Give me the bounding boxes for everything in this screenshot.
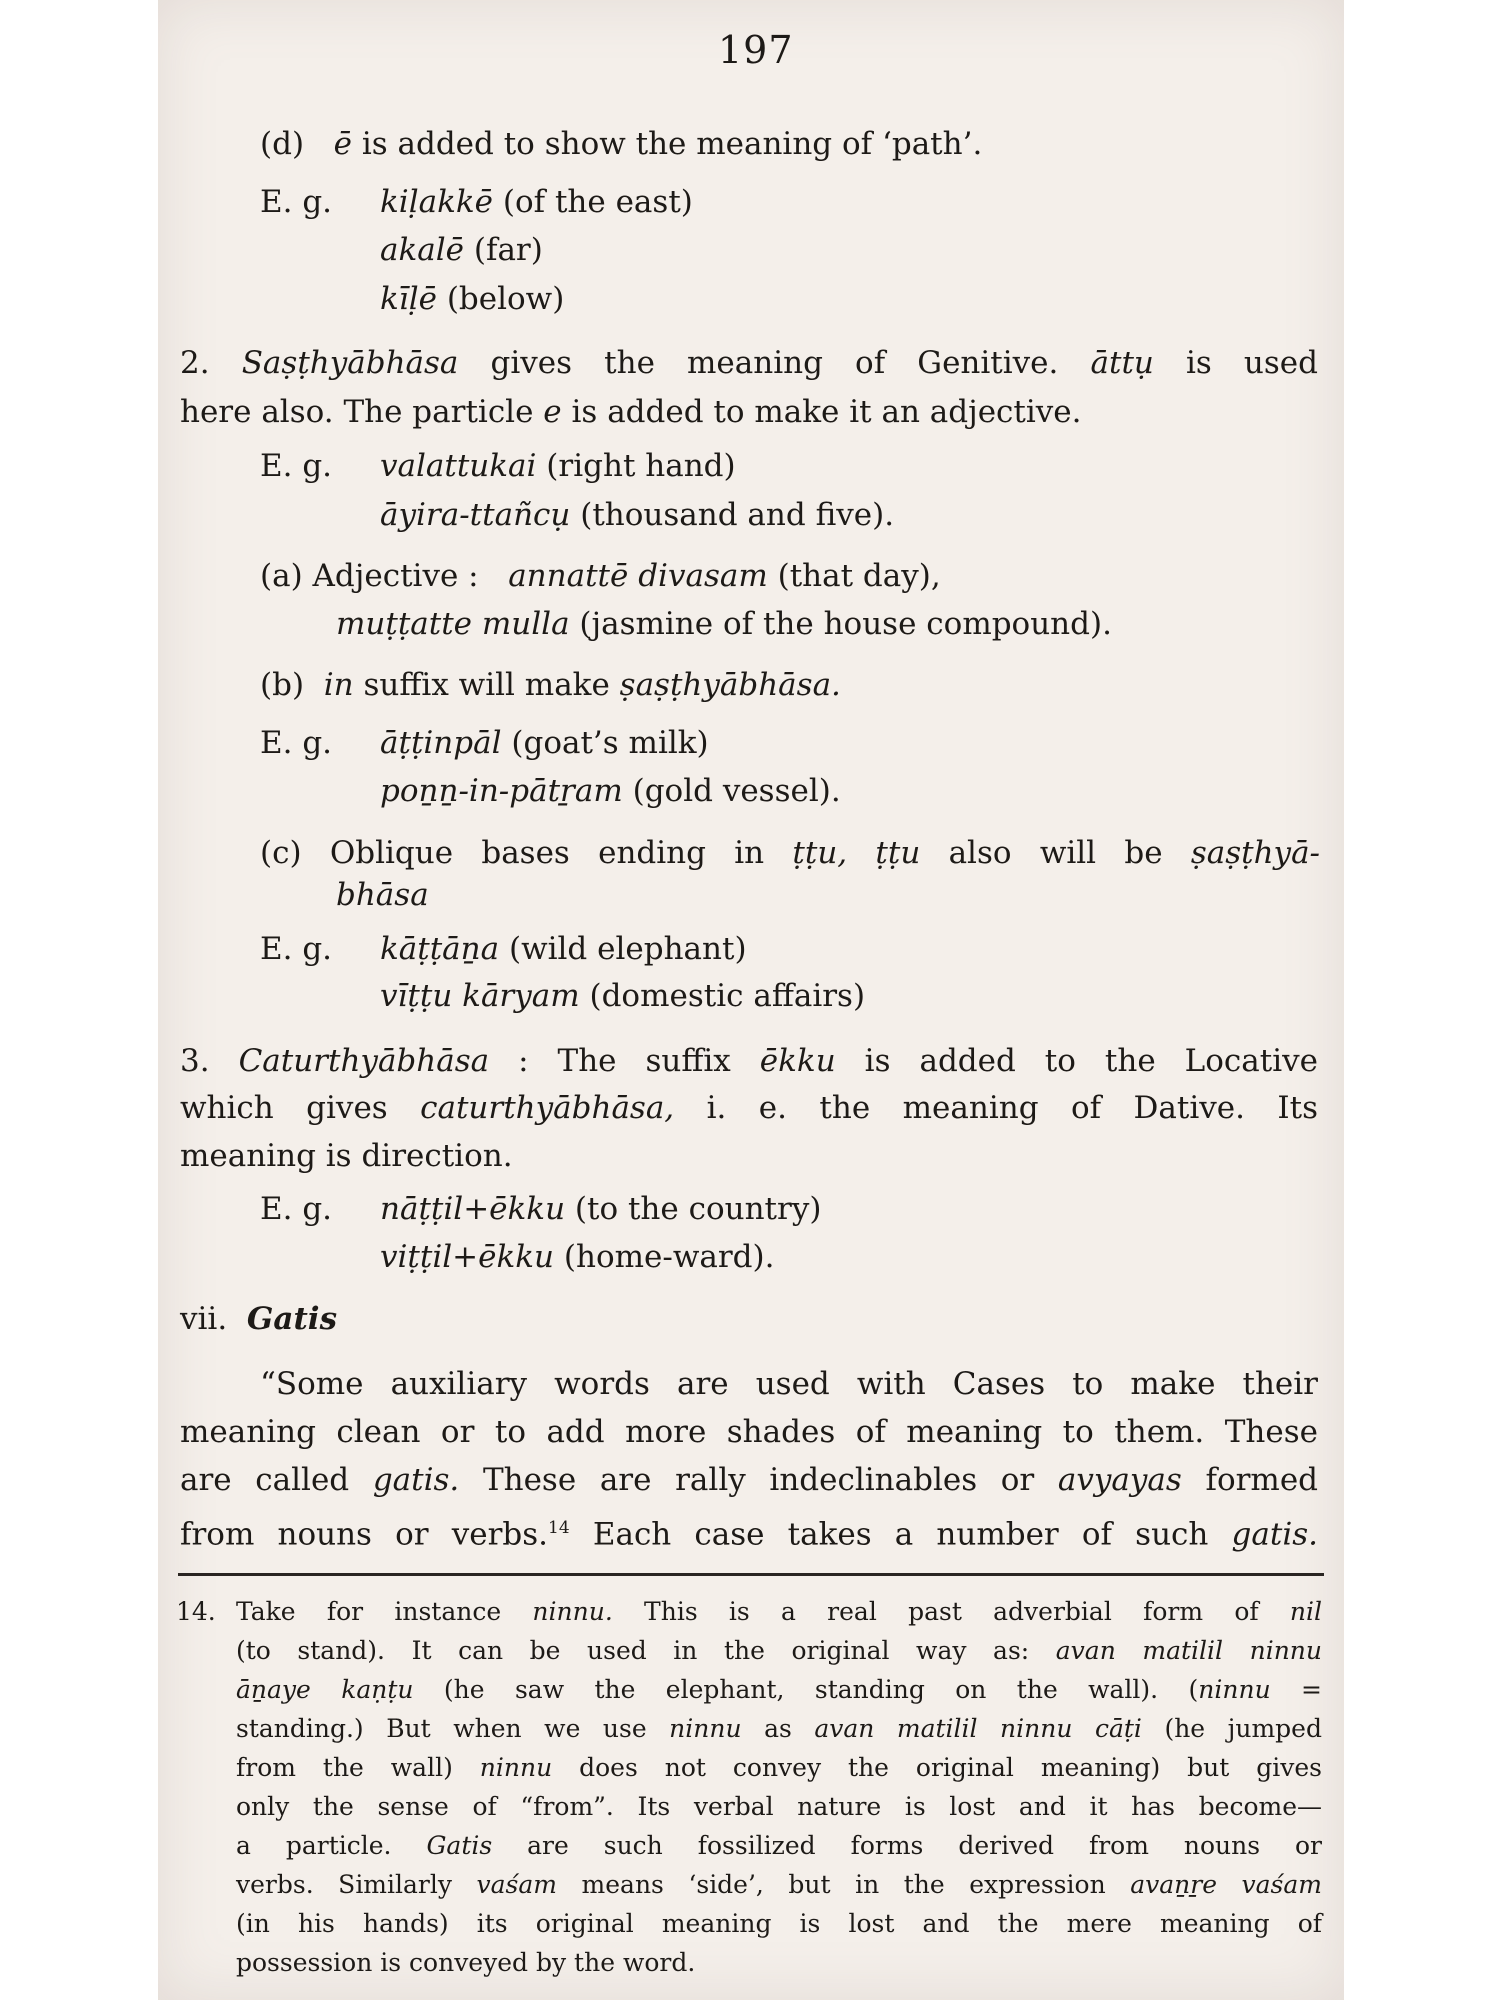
example-word: nāṭṭil+ēkku [380, 1191, 566, 1227]
label: Adjective : [302, 558, 489, 594]
text: from nouns or verbs. [180, 1516, 549, 1553]
text: “Some auxiliary words are used with Cases to make their [260, 1366, 1318, 1402]
inline-term: ninnu [479, 1753, 553, 1782]
page-number: 197 [718, 28, 794, 72]
term: Caturthyābhāsa [238, 1043, 490, 1079]
example-line [260, 930, 332, 968]
inline-term: avyayas [1057, 1462, 1182, 1498]
section-2-line-1 [180, 340, 1318, 387]
example-word: kīḷē [380, 281, 437, 317]
text: : [489, 1043, 529, 1079]
section-c-line-2 [336, 876, 429, 914]
footnote-line [236, 1943, 695, 1982]
section-c-line-1 [260, 830, 1320, 877]
footnote-line [236, 1592, 1322, 1631]
inline-term: ṭṭu, ṭṭu [792, 835, 921, 871]
example-word: poṉṉ-in-pātṟam [380, 773, 623, 809]
text: only the sense of “from”. Its verbal nature is lost and it has become— [236, 1792, 1322, 1821]
text: as [741, 1714, 815, 1743]
example-gloss: (gold vessel). [622, 773, 841, 809]
example-gloss: (of the east) [493, 184, 693, 220]
section-vii-heading [180, 1300, 337, 1338]
inline-term: gatis. [372, 1462, 460, 1498]
paragraph-line [180, 1409, 1318, 1456]
text: (he saw the elephant, standing on the wall). ( [413, 1675, 1199, 1704]
text: which gives [180, 1090, 421, 1126]
term: Saṣṭhyābhāsa [241, 345, 459, 381]
text: meaning clean or to add more shades of meaning to them. These [180, 1414, 1318, 1450]
inline-term: in [323, 667, 354, 703]
marker: (b) [260, 667, 305, 703]
example-word: kiḷakkē [380, 184, 494, 220]
example-line [380, 1238, 774, 1276]
paragraph-line [260, 1361, 1318, 1408]
text: formed [1205, 1462, 1319, 1498]
example-gloss: (far) [464, 232, 543, 268]
section-number: vii. [180, 1301, 228, 1337]
footnote-line [236, 1670, 1322, 1709]
example-gloss: (jasmine of the house compound). [569, 606, 1112, 642]
inline-term: ninnu [1198, 1675, 1271, 1704]
footnote-line [236, 1826, 1322, 1865]
example-word: kāṭṭāṉa [380, 931, 500, 967]
example-gloss: (right hand) [536, 448, 736, 484]
text: (to stand). It can be used in the original way as: [236, 1636, 1056, 1665]
example-word: āyira-ttañcụ [380, 497, 571, 533]
example-word: viṭṭil+ēkku [380, 1239, 555, 1275]
text: This is a real past adverbial form of [612, 1597, 1290, 1626]
example-gloss: (domestic affairs) [579, 978, 866, 1014]
inline-term: avaṉṟe vaśam [1130, 1870, 1322, 1899]
book-page [158, 0, 1344, 2000]
footnote-line [236, 1631, 1322, 1670]
section-b-line [260, 666, 841, 704]
footnote-ref: 14 [548, 1518, 570, 1538]
text: is used [1185, 345, 1318, 381]
section-3-line-3 [180, 1137, 513, 1175]
marker: (a) [260, 558, 303, 594]
footnote-divider [178, 1573, 1324, 1576]
inline-term: e [543, 394, 562, 430]
section-a-line-1 [260, 557, 941, 595]
term: ṣaṣṭhyābhāsa. [619, 667, 841, 703]
example-word: āṭṭinpāl [380, 725, 502, 761]
marker: (c) [260, 835, 302, 871]
marker: (d) [260, 126, 305, 162]
section-a-line-2 [336, 605, 1112, 643]
inline-term: ēkku [759, 1043, 836, 1079]
bleed-through-texture [158, 100, 1344, 250]
section-3-line-2 [180, 1085, 1318, 1132]
text: from the wall) [236, 1753, 480, 1782]
example-line [380, 930, 747, 968]
text: Oblique bases ending in [329, 835, 793, 871]
example-line [380, 1190, 821, 1228]
text: gives the meaning of Genitive. [490, 345, 1091, 381]
footnote-line [236, 1709, 1322, 1748]
footnote-line [236, 1865, 1322, 1904]
example-word: valattukai [380, 448, 537, 484]
text: are called [180, 1462, 373, 1498]
text: meaning is direction. [180, 1138, 513, 1174]
example-gloss: (wild elephant) [499, 931, 747, 967]
example-gloss: (that day), [767, 558, 941, 594]
inline-term: Gatis [426, 1831, 493, 1860]
section-d-line [260, 125, 982, 163]
example-word: muṭṭatte mulla [336, 606, 570, 642]
example-line [260, 183, 332, 221]
example-line [260, 724, 332, 762]
text: standing.) But when we use [236, 1714, 670, 1743]
example-line [380, 772, 841, 810]
example-gloss: (home-ward). [554, 1239, 775, 1275]
text: verbs. Similarly [236, 1870, 477, 1899]
text: a particle. [236, 1831, 427, 1860]
text: = [1270, 1675, 1323, 1704]
example-gloss: (goat’s milk) [501, 725, 709, 761]
eg-label: E. g. [260, 1191, 333, 1227]
footnote-line [236, 1787, 1322, 1826]
example-word: vīṭṭu kāryam [380, 978, 580, 1014]
footnote-line [236, 1904, 1322, 1943]
text: Each case takes a number of such [592, 1516, 1232, 1553]
inline-term: nil [1289, 1597, 1322, 1626]
text: (in his hands) its original meaning is lost and the mere meaning of [236, 1909, 1322, 1938]
section-2-line-2 [180, 393, 1082, 431]
paragraph-line [180, 1457, 1318, 1504]
example-line [380, 231, 543, 269]
example-line [380, 977, 865, 1015]
text: The suffix [557, 1043, 760, 1079]
heading: Gatis [246, 1301, 338, 1337]
inline-term: gatis. [1231, 1516, 1318, 1553]
text: is added to the Locative [864, 1043, 1318, 1079]
term: caturthyābhāsa, [420, 1090, 675, 1126]
inline-term: ē [333, 126, 352, 162]
example-gloss: (thousand and five). [570, 497, 895, 533]
text: These are rally indeclinables or [482, 1462, 1058, 1498]
example-line [380, 724, 709, 762]
term: ṣaṣṭhyā- [1190, 835, 1321, 871]
text: suffix will make [353, 667, 620, 703]
example-word: annattē divasam [508, 558, 768, 594]
example-line [260, 447, 332, 485]
footnote-line [236, 1748, 1322, 1787]
eg-label: E. g. [260, 448, 333, 484]
paragraph-line [180, 1505, 1318, 1558]
example-line [380, 280, 564, 318]
eg-label: E. g. [260, 725, 333, 761]
inline-term: ninnu [669, 1714, 742, 1743]
example-line [260, 1190, 332, 1228]
eg-label: E. g. [260, 184, 333, 220]
example-gloss: (to the country) [565, 1191, 822, 1227]
text: i. e. the meaning of Dative. Its [706, 1090, 1318, 1126]
inline-term: avan matilil ninnu cāṭi [814, 1714, 1142, 1743]
eg-label: E. g. [260, 931, 333, 967]
example-line [380, 447, 736, 485]
example-line [380, 496, 894, 534]
text: possession is conveyed by the word. [236, 1948, 696, 1977]
text: is added to make it an adjective. [561, 394, 1082, 430]
text: does not convey the original meaning) but gives [552, 1753, 1322, 1782]
inline-term: avan matilil ninnu [1055, 1636, 1322, 1665]
term: bhāsa [336, 877, 429, 913]
section-number: 2. [180, 345, 210, 381]
text: is added to show the meaning of ‘path’. [351, 126, 983, 162]
inline-term: ninnu. [532, 1597, 613, 1626]
inline-term: vaśam [476, 1870, 557, 1899]
example-word: akalē [380, 232, 465, 268]
example-line [380, 183, 693, 221]
text: here also. The particle [180, 394, 544, 430]
section-3-line-1 [180, 1038, 1318, 1085]
text: are such fossilized forms derived from nouns or [492, 1831, 1322, 1860]
section-number: 3. [180, 1043, 210, 1079]
text: also will be [948, 835, 1191, 871]
text: means ‘side’, but in the expression [557, 1870, 1131, 1899]
text: Take for instance [236, 1597, 533, 1626]
footnote-number: 14. [176, 1597, 216, 1626]
inline-term: āttụ [1090, 345, 1154, 381]
inline-term: āṉaye kaṇṭu [236, 1675, 414, 1704]
text: (he jumped [1141, 1714, 1322, 1743]
example-gloss: (below) [436, 281, 565, 317]
